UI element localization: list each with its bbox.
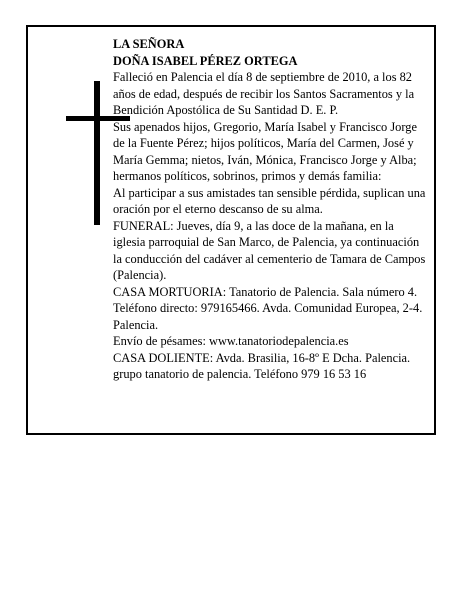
cross-vertical-bar: [94, 81, 100, 225]
condolences-website: Envío de pésames: www.tanatoriodepalencia.es: [113, 334, 349, 348]
funeral-group-contact: grupo tanatorio de palencia. Teléfono 979 16 53 16: [113, 367, 367, 381]
death-announcement: Falleció en Palencia el día 8 de septiembre de 2010, a los 82 años de edad, después de recibir los Santos Sacramentos y la Bendición Apostólica de Su Santidad D. E. P.: [113, 70, 415, 117]
deceased-name: DOÑA ISABEL PÉREZ ORTEGA: [113, 53, 298, 68]
prayer-request: Al participar a sus amistades tan sensible pérdida, suplican una oración por el eterno descanso de su alma.: [113, 185, 426, 216]
obituary-text: [113, 36, 428, 383]
funeral-home-details: CASA MORTUORIA: Tanatorio de Palencia. Sala número 4. Teléfono directo: 979165466. Avda. Comunidad Europea, 2-4. Palencia.: [113, 284, 423, 332]
family-mourners: Sus apenados hijos, Gregorio, María Isabel y Francisco Jorge de la Fuente Pérez; hijos políticos, María del Carmen, José y María Gemma; nietos, Iván, Mónica, Francisco Jorge y Alba; hermanos políticos, sobrinos, primos y demás familia:: [113, 119, 417, 183]
notice-title: LA SEÑORA: [113, 37, 185, 51]
family-home-address: CASA DOLIENTE: Avda. Brasilia, 16-8º E Dcha. Palencia.: [113, 350, 411, 365]
funeral-details: FUNERAL: Jueves, día 9, a las doce de la mañana, en la iglesia parroquial de San Marco, de Palencia, ya continuación la conducción del cadáver al cementerio de Tamara de Campos (Palencia).: [113, 218, 426, 282]
